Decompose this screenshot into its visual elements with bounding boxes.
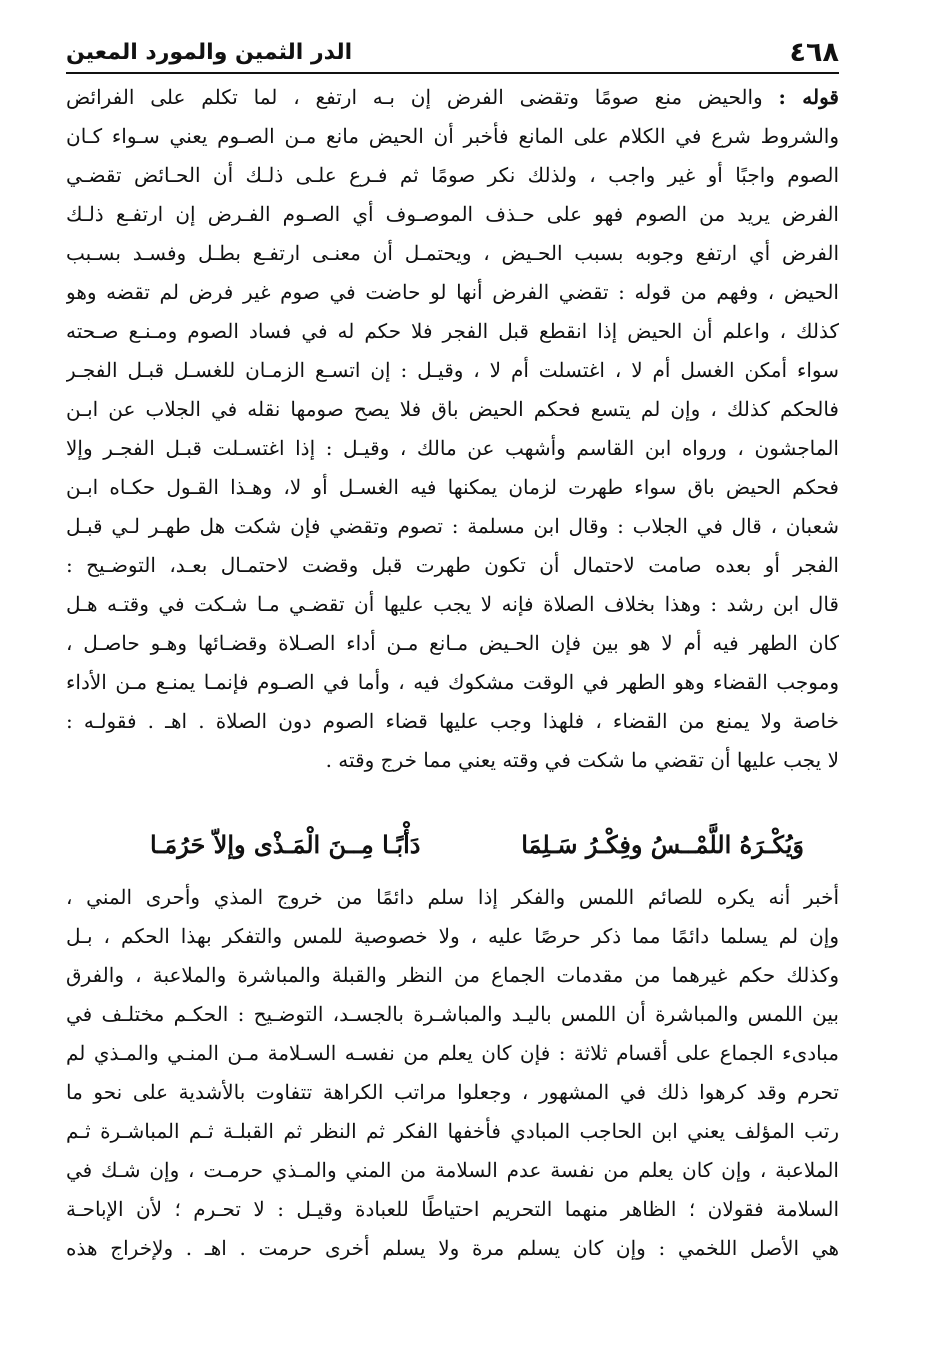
text-line: شعبان ، قال في الجلاب : وقال ابن مسلمة : تصوم وتقضي فإن شكت هل طهـر لـي قبـل [66,514,839,538]
text-line [66,78,839,117]
text-line: كان الطهر فيه أم لا هو بين فإن الحـيض مـانع مـن أداء الصـلاة وقضـائها وهـو حاصـل ، [66,631,839,655]
text-line: الفرض يريد من الصوم فهو على حـذف الموصـوف أي الصـوم الفـرض إن ارتفـع ذلـك [66,202,839,226]
verse-first-hemistich: وَيُكْـرَهُ اللَّمْــسُ وفِكْـرُ سَـلِمَا [521,829,804,859]
text-line: هي الأصل اللخمي : وإن كان يسلم مرة ولا يسلم أخرى حرمت . اهـ . ولإخراج هذه [66,1236,839,1260]
text-line: الصوم واجبًا أو غير واجب ، ولذلك نكر صومًا ثم فـرع علـى ذلـك أن الحـائض تقضـي [66,163,839,187]
text-line: لا يجب عليها أن تقضي ما شكت في وقته يعني مما خرج وقته . [325,748,839,772]
text-line: أخبر أنه يكره للصائم اللمس والفكر إذا سلم دائمًا من خروج المذي وأحرى المني ، [66,885,839,909]
text-line: الفرض أي ارتفع وجوبه بسبب الحـيض ، ويحتمـل أن معنـى ارتفـع بطـل وفسـد بسـبب [66,241,839,265]
text-line: فالحكم كذلك ، وإن لم يتسع فحكم الحيض باق فلا يصح صومها نقله في الجلاب عن ابـن [66,397,839,421]
book-title: الدر الثمين والمورد المعين [66,40,353,65]
text-line: الحيض ، وفهم من قوله : تقضي الفرض أنها لو حاضت في صوم غير فرض لم تقضه وهو [66,280,839,304]
text-line: سواء أمكن الغسل أم لا ، اغتسلت أم لا ، وقيـل : إن اتسـع الزمـان للغسـل قبـل الفجـر [66,358,839,382]
page-header [66,30,839,70]
commentary-paragraph-2 [66,878,839,1268]
text-line: وكذلك حكم غيرهما من مقدمات الجماع من النظر والقبلة والمباشرة والملاعبة ، والفرق [66,963,839,987]
text-line: الماجشون ، ورواه ابن القاسم وأشهب عن مالك ، وقيـل : إذا اغتسـلت قبـل الفجـر وإلا [66,436,839,460]
verse-line [150,820,839,868]
text-line: رتب المؤلف يعني ابن الحاجب المبادي فأخفها الفكر ثم النظر ثم القبلـة ثـم المباشـرة ثـم [66,1119,839,1143]
text-line: خاصة ولا يمنع من القضاء ، فلهذا وجب عليها قضاء الصوم دون الصلاة . اهـ . فقولـه : [66,709,839,733]
text-line: بين اللمس والمباشرة أن اللمس باليـد والمباشـرة بالجسـد، التوضـيح : الحكـم مختلـف في [66,1002,839,1026]
text-line: فحكم الحيض باق سواء طهرت لزمان يمكنها فيه الغسـل أو لا، وهـذا القـول حكـاه ابـن [66,475,839,499]
text-line: كذلك ، واعلم أن الحيض إذا انقطع قبل الفجر فلا حكم له في فساد الصوم ومـنـع صـحته [66,319,839,343]
page-number: ٤٦٨ [789,37,839,68]
text-line: قال ابن رشد : وهذا بخلاف الصلاة فإنه لا يجب عليها أن تقضـي مـا شـكت في وقتـه هـل [66,592,839,616]
text-line: الفجر أو بعده صامت لاحتمال أن تكون طهرت قبل وقضت لاحتمـال بعـد، التوضـيح : [66,553,839,577]
commentary-paragraph-1 [66,78,839,780]
text-line-content: والحيض منع صومًا وتقضى الفرض إن بـه ارتفع ، لما تكلم على الفرائض [66,85,779,109]
text-line: والشروط شرع في الكلام على المانع فأخبر أن الحيض مانع مـن الصـوم يعني سـواء كـان [66,124,839,148]
text-line: الملاعبة ، وإن كان يعلم من نفسة عدم السلامة من المني والمـذي حرمـت ، وإن شـك في [66,1158,839,1182]
lead-word: قوله : [778,85,839,109]
text-line: تحرم وقد كرهوا ذلك في المشهور ، وجعلوا مراتب الكراهة تتفاوت بالأشدية على نحو ما [66,1080,839,1104]
text-line: وموجب القضاء وهو الطهر في الوقت مشكوك فيه ، وأما في الصـوم فإنمـا يمنـع مـن الأداء [66,670,839,694]
text-line: السلامة فقولان ؛ الظاهر منهما التحريم احتياطًا للعبادة وقيـل : لا تحـرم ؛ لأن الإباحـة [66,1197,839,1221]
text-line: وإن لم يسلما دائمًا مما ذكر حرصًا عليه ، ولا خصوصية للمس والتفكر بهذا الحكم ، بـل [66,924,839,948]
text-line: مبادىء الجماع على أقسام ثلاثة : فإن كان يعلم من نفسـه السـلامة مـن المنـي والمـذي لم [66,1041,839,1065]
header-divider [66,72,839,74]
verse-second-hemistich: دَأْبًـا مِــنَ الْمَـذْى وإلاّ حَرُمَـا [150,829,421,859]
